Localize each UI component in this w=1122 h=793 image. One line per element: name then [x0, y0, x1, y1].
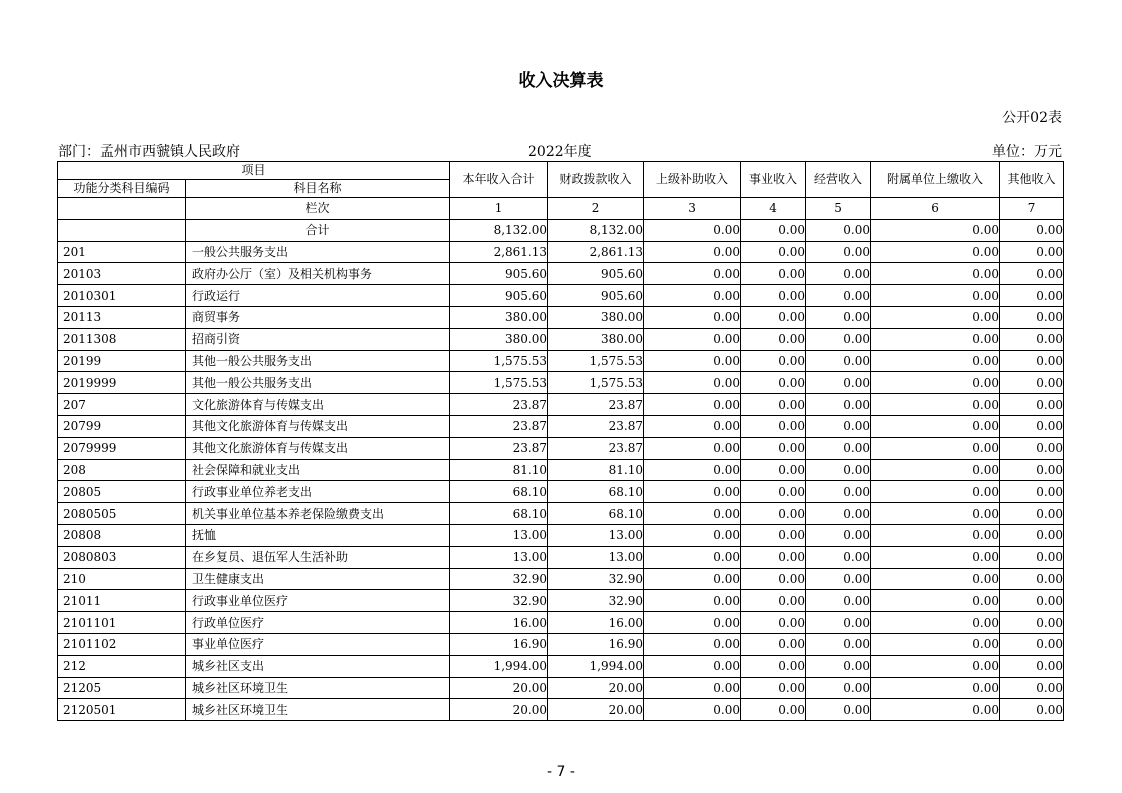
table-row: [58, 285, 1064, 307]
row-code: 20799: [58, 415, 186, 437]
row-name: 其他文化旅游体育与传媒支出: [186, 437, 450, 459]
row-value: 0.00: [1000, 394, 1064, 416]
row-value: 0.00: [871, 459, 1000, 481]
table-row: [58, 241, 1064, 263]
table-row: [58, 503, 1064, 525]
row-value: 0.00: [741, 503, 806, 525]
row-value: 0.00: [806, 481, 871, 503]
row-value: 0.00: [741, 590, 806, 612]
row-value: 0.00: [871, 699, 1000, 721]
row-code: 21011: [58, 590, 186, 612]
row-value: 0.00: [806, 350, 871, 372]
row-code: 208: [58, 459, 186, 481]
row-name: 文化旅游体育与传媒支出: [186, 394, 450, 416]
row-value: 16.00: [450, 612, 548, 634]
row-value: 0.00: [1000, 459, 1064, 481]
row-value: 0.00: [741, 546, 806, 568]
row-value: 0.00: [871, 306, 1000, 328]
row-name: 行政事业单位医疗: [186, 590, 450, 612]
row-value: 0.00: [806, 699, 871, 721]
row-name: 政府办公厅（室）及相关机构事务: [186, 263, 450, 285]
row-name: 其他一般公共服务支出: [186, 372, 450, 394]
row-value: 32.90: [548, 590, 644, 612]
table-row: [58, 568, 1064, 590]
header-total: 本年收入合计: [450, 162, 548, 198]
row-value: 905.60: [548, 285, 644, 307]
row-value: 23.87: [450, 415, 548, 437]
table-row: [58, 699, 1064, 721]
row-name: 行政运行: [186, 285, 450, 307]
row-value: 20.00: [450, 699, 548, 721]
table-row: [58, 590, 1064, 612]
table-row: [58, 306, 1064, 328]
total-value: 0.00: [644, 219, 741, 241]
row-value: 0.00: [644, 612, 741, 634]
row-value: 20.00: [450, 677, 548, 699]
report-title: 收入决算表: [518, 71, 604, 91]
page-number: - 7 -: [547, 764, 575, 780]
row-value: 0.00: [806, 459, 871, 481]
table-row: [58, 481, 1064, 503]
row-value: 13.00: [548, 524, 644, 546]
table-row: [58, 633, 1064, 655]
row-code: 2019999: [58, 372, 186, 394]
row-value: 0.00: [871, 350, 1000, 372]
table-row: [58, 677, 1064, 699]
form-number: 公开02表: [1002, 110, 1062, 126]
table-row: [58, 612, 1064, 634]
table-row: [58, 459, 1064, 481]
row-value: 0.00: [644, 437, 741, 459]
table-row: [58, 328, 1064, 350]
row-value: 0.00: [871, 633, 1000, 655]
row-value: 20.00: [548, 677, 644, 699]
row-value: 0.00: [871, 263, 1000, 285]
row-value: 0.00: [871, 503, 1000, 525]
row-value: 81.10: [548, 459, 644, 481]
row-name: 抚恤: [186, 524, 450, 546]
row-name: 卫生健康支出: [186, 568, 450, 590]
header-other: 其他收入: [1000, 162, 1064, 198]
row-value: 0.00: [1000, 481, 1064, 503]
row-name: 其他一般公共服务支出: [186, 350, 450, 372]
row-value: 0.00: [1000, 568, 1064, 590]
row-value: 0.00: [806, 633, 871, 655]
row-value: 0.00: [644, 306, 741, 328]
column-num: 1: [450, 198, 548, 220]
row-value: 0.00: [806, 241, 871, 263]
row-value: 1,994.00: [450, 655, 548, 677]
row-value: 0.00: [806, 263, 871, 285]
row-name: 招商引资: [186, 328, 450, 350]
row-name: 城乡社区环境卫生: [186, 677, 450, 699]
table-row: [58, 263, 1064, 285]
row-value: 0.00: [1000, 677, 1064, 699]
total-label: 合计: [186, 219, 450, 241]
row-value: 0.00: [644, 328, 741, 350]
row-value: 0.00: [741, 481, 806, 503]
row-value: 0.00: [644, 285, 741, 307]
row-value: 0.00: [1000, 633, 1064, 655]
row-value: 380.00: [450, 306, 548, 328]
row-value: 32.90: [450, 590, 548, 612]
row-value: 0.00: [806, 372, 871, 394]
row-code: 20808: [58, 524, 186, 546]
total-value: 8,132.00: [548, 219, 644, 241]
row-value: 380.00: [450, 328, 548, 350]
row-value: 0.00: [806, 285, 871, 307]
row-value: 0.00: [644, 263, 741, 285]
row-value: 1,575.53: [548, 350, 644, 372]
row-value: 0.00: [871, 328, 1000, 350]
row-code: 2011308: [58, 328, 186, 350]
row-name: 行政单位医疗: [186, 612, 450, 634]
header-business: 事业收入: [741, 162, 806, 198]
row-value: 0.00: [644, 372, 741, 394]
row-value: 2,861.13: [548, 241, 644, 263]
row-value: 16.90: [450, 633, 548, 655]
column-label: 栏次: [186, 198, 450, 220]
row-value: 23.87: [548, 394, 644, 416]
header-affiliated: 附属单位上缴收入: [871, 162, 1000, 198]
row-value: 905.60: [450, 285, 548, 307]
row-value: 0.00: [741, 263, 806, 285]
total-value: 0.00: [741, 219, 806, 241]
row-value: 0.00: [741, 350, 806, 372]
row-value: 0.00: [741, 306, 806, 328]
column-num: 7: [1000, 198, 1064, 220]
row-value: 0.00: [806, 503, 871, 525]
header-superior: 上级补助收入: [644, 162, 741, 198]
table-row: [58, 394, 1064, 416]
row-value: 13.00: [450, 546, 548, 568]
row-value: 0.00: [644, 459, 741, 481]
row-value: 16.90: [548, 633, 644, 655]
row-value: 0.00: [644, 590, 741, 612]
income-table: [57, 161, 1064, 721]
row-code: 2079999: [58, 437, 186, 459]
row-code: 20199: [58, 350, 186, 372]
row-value: 0.00: [741, 677, 806, 699]
table-row: [58, 655, 1064, 677]
row-value: 0.00: [644, 524, 741, 546]
row-code: 2010301: [58, 285, 186, 307]
row-value: 68.10: [450, 481, 548, 503]
total-value: 8,132.00: [450, 219, 548, 241]
header-name: 科目名称: [186, 180, 450, 198]
row-value: 13.00: [548, 546, 644, 568]
row-value: 0.00: [871, 415, 1000, 437]
row-code: 2080505: [58, 503, 186, 525]
row-value: 1,575.53: [548, 372, 644, 394]
row-value: 1,994.00: [548, 655, 644, 677]
row-value: 13.00: [450, 524, 548, 546]
row-value: 1,575.53: [450, 350, 548, 372]
row-value: 0.00: [644, 241, 741, 263]
row-value: 0.00: [806, 677, 871, 699]
row-value: 0.00: [1000, 241, 1064, 263]
row-value: 0.00: [644, 677, 741, 699]
row-value: 0.00: [806, 524, 871, 546]
row-value: 0.00: [871, 437, 1000, 459]
row-value: 0.00: [1000, 655, 1064, 677]
row-value: 0.00: [644, 568, 741, 590]
row-value: 20.00: [548, 699, 644, 721]
row-value: 23.87: [450, 437, 548, 459]
row-value: 0.00: [806, 590, 871, 612]
row-value: 0.00: [806, 328, 871, 350]
row-value: 0.00: [806, 612, 871, 634]
row-value: 0.00: [1000, 437, 1064, 459]
row-value: 0.00: [871, 655, 1000, 677]
row-value: 0.00: [871, 394, 1000, 416]
column-num: 5: [806, 198, 871, 220]
row-value: 0.00: [741, 437, 806, 459]
row-value: 0.00: [741, 394, 806, 416]
row-value: 0.00: [871, 524, 1000, 546]
column-number-row: [58, 198, 1064, 220]
column-num: 3: [644, 198, 741, 220]
row-value: 0.00: [806, 546, 871, 568]
row-value: 32.90: [548, 568, 644, 590]
row-value: 0.00: [644, 350, 741, 372]
row-code: 207: [58, 394, 186, 416]
row-value: 0.00: [644, 503, 741, 525]
row-value: 0.00: [1000, 590, 1064, 612]
header-fiscal: 财政拨款收入: [548, 162, 644, 198]
row-value: 68.10: [450, 503, 548, 525]
row-code: 20103: [58, 263, 186, 285]
row-value: 0.00: [871, 241, 1000, 263]
row-value: 23.87: [450, 394, 548, 416]
row-value: 0.00: [871, 612, 1000, 634]
row-value: 0.00: [741, 568, 806, 590]
row-value: 68.10: [548, 503, 644, 525]
row-value: 0.00: [1000, 415, 1064, 437]
table-row: [58, 415, 1064, 437]
row-code: 2101102: [58, 633, 186, 655]
row-value: 0.00: [1000, 524, 1064, 546]
row-value: 0.00: [871, 568, 1000, 590]
row-value: 1,575.53: [450, 372, 548, 394]
row-name: 一般公共服务支出: [186, 241, 450, 263]
row-value: 0.00: [871, 285, 1000, 307]
department-label: 部门：孟州市西虢镇人民政府: [58, 144, 240, 160]
row-value: 0.00: [806, 655, 871, 677]
row-code: 212: [58, 655, 186, 677]
row-value: 0.00: [1000, 503, 1064, 525]
row-value: 905.60: [450, 263, 548, 285]
row-code: 20805: [58, 481, 186, 503]
row-value: 0.00: [1000, 546, 1064, 568]
row-value: 0.00: [644, 633, 741, 655]
row-code: 201: [58, 241, 186, 263]
total-blank: [58, 219, 186, 241]
row-value: 0.00: [644, 699, 741, 721]
column-num: 4: [741, 198, 806, 220]
row-value: 0.00: [644, 481, 741, 503]
row-value: 380.00: [548, 306, 644, 328]
row-code: 21205: [58, 677, 186, 699]
row-value: 0.00: [1000, 699, 1064, 721]
total-value: 0.00: [806, 219, 871, 241]
row-value: 0.00: [1000, 328, 1064, 350]
row-name: 机关事业单位基本养老保险缴费支出: [186, 503, 450, 525]
row-value: 0.00: [871, 546, 1000, 568]
row-value: 0.00: [1000, 372, 1064, 394]
row-value: 2,861.13: [450, 241, 548, 263]
header-operating: 经营收入: [806, 162, 871, 198]
column-num: 2: [548, 198, 644, 220]
row-value: 0.00: [644, 655, 741, 677]
row-value: 0.00: [741, 241, 806, 263]
table-row: [58, 350, 1064, 372]
row-value: 68.10: [548, 481, 644, 503]
header-row-1: [58, 162, 1064, 180]
row-value: 0.00: [741, 655, 806, 677]
row-name: 其他文化旅游体育与传媒支出: [186, 415, 450, 437]
row-value: 0.00: [871, 590, 1000, 612]
row-value: 0.00: [741, 524, 806, 546]
row-value: 0.00: [1000, 263, 1064, 285]
row-value: 0.00: [1000, 285, 1064, 307]
row-value: 32.90: [450, 568, 548, 590]
header-item: 项目: [58, 162, 450, 180]
header-code: 功能分类科目编码: [58, 180, 186, 198]
row-name: 城乡社区环境卫生: [186, 699, 450, 721]
row-value: 0.00: [806, 415, 871, 437]
total-value: 0.00: [1000, 219, 1064, 241]
row-value: 0.00: [806, 394, 871, 416]
row-value: 0.00: [741, 372, 806, 394]
row-code: 2120501: [58, 699, 186, 721]
row-name: 社会保障和就业支出: [186, 459, 450, 481]
table-row: [58, 372, 1064, 394]
row-value: 0.00: [644, 394, 741, 416]
row-code: 2080803: [58, 546, 186, 568]
total-row: [58, 219, 1064, 241]
unit-label: 单位：万元: [992, 144, 1062, 160]
row-value: 0.00: [741, 459, 806, 481]
row-value: 0.00: [741, 328, 806, 350]
row-value: 0.00: [1000, 350, 1064, 372]
row-value: 0.00: [806, 568, 871, 590]
row-value: 0.00: [644, 546, 741, 568]
row-value: 0.00: [1000, 306, 1064, 328]
row-name: 商贸事务: [186, 306, 450, 328]
row-name: 城乡社区支出: [186, 655, 450, 677]
row-value: 0.00: [871, 372, 1000, 394]
row-name: 事业单位医疗: [186, 633, 450, 655]
row-value: 0.00: [806, 437, 871, 459]
row-value: 0.00: [806, 306, 871, 328]
table-row: [58, 524, 1064, 546]
row-value: 0.00: [871, 481, 1000, 503]
column-blank: [58, 198, 186, 220]
row-value: 0.00: [741, 699, 806, 721]
row-code: 2101101: [58, 612, 186, 634]
row-value: 16.00: [548, 612, 644, 634]
row-code: 20113: [58, 306, 186, 328]
row-value: 23.87: [548, 415, 644, 437]
row-value: 23.87: [548, 437, 644, 459]
row-value: 0.00: [871, 677, 1000, 699]
row-value: 81.10: [450, 459, 548, 481]
row-value: 0.00: [644, 415, 741, 437]
row-name: 在乡复员、退伍军人生活补助: [186, 546, 450, 568]
table-row: [58, 546, 1064, 568]
row-value: 905.60: [548, 263, 644, 285]
row-value: 0.00: [741, 285, 806, 307]
table-row: [58, 437, 1064, 459]
row-code: 210: [58, 568, 186, 590]
fiscal-year: 2022年度: [528, 144, 592, 160]
row-name: 行政事业单位养老支出: [186, 481, 450, 503]
row-value: 0.00: [1000, 612, 1064, 634]
row-value: 0.00: [741, 415, 806, 437]
row-value: 0.00: [741, 633, 806, 655]
row-value: 0.00: [741, 612, 806, 634]
row-value: 380.00: [548, 328, 644, 350]
total-value: 0.00: [871, 219, 1000, 241]
column-num: 6: [871, 198, 1000, 220]
